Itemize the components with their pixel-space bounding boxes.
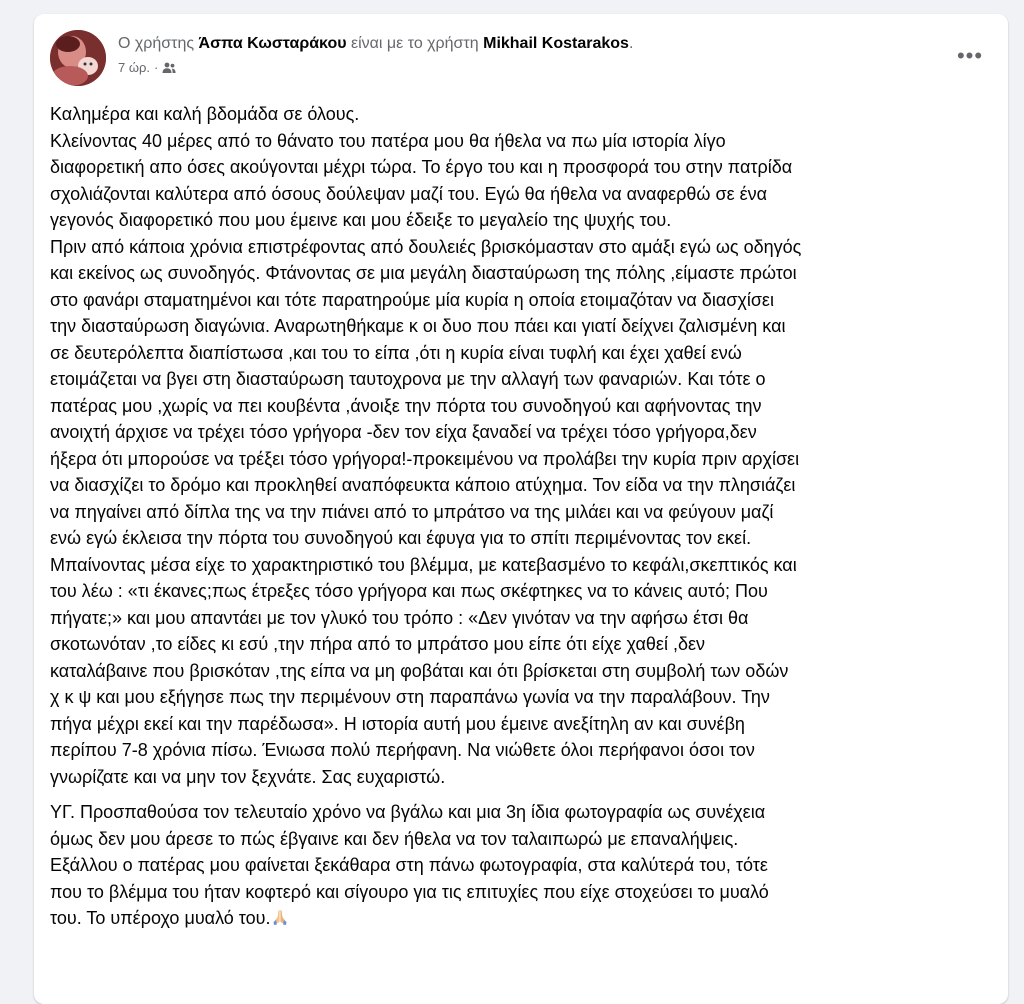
post-text-line: που το βλέμμα του ήταν κοφτερό και σίγουρο για τις επιτυχίες που είχε στοχεύσει το μυαλό: [50, 881, 769, 902]
post-text-line: πατέρας μου ,χωρίς να πει κουβέντα ,άνοιξε την πόρτα του συνοδηγού και αφήνοντας την: [50, 395, 762, 416]
post-text-line: σχολιάζονται καλύτερα από όσους δούλεψαν μαζί του. Εγώ θα ήθελα να αναφερθώ σε ένα: [50, 183, 768, 204]
post-text-line: να πηγαίνει από δίπλα της να την πιάνει από το μπράτσο να της μιλάει και να φεύγουν μαζί: [50, 501, 774, 522]
post-text-line: γεγονός διαφορετικό που μου έμεινε και μου έδειξε το μεγαλείο της ψυχής του.: [50, 210, 672, 230]
post-text-line: καταλάβαινε που βρισκόταν ,της είπα να μη φοβάται και ότι βρίσκεται στη συμβολή των οδών: [50, 660, 789, 681]
avatar[interactable]: [50, 30, 106, 86]
post-text-line: να διασχίζει το δρόμο και προκληθεί αναπόφευκτα κάποιο ατύχημα. Τον είδα να την πλησιάζει: [50, 475, 796, 495]
post-text-line: ετοιμάζεται να βγει στη διασταύρωση ταυτοχρονα με την αλλαγή των φαναριών. Και τότε ο: [50, 369, 766, 389]
post-sub-line: [118, 60, 633, 76]
post-text-line: όμως δεν μου άρεσε το πώς έβγαινε και δεν ήθελα να τον ταλαιπωρώ με επαναλήψεις.: [50, 828, 739, 849]
post-card: [34, 14, 1008, 1004]
folded-hands-icon: [271, 907, 289, 925]
post-text-line: πήγα μέχρι εκεί και την παρέδωσα». Η ιστορία αυτή μου έμεινε ανεξίτηλη αν και συνέβη: [50, 713, 745, 734]
post-text-line: του λέω : «τι έκανες;πως έτρεξες τόσο γρήγορα και πως σκέφτηκες να το κάνεις αυτό; Που: [50, 581, 768, 601]
post-text-line: του. Το υπέροχο μυαλό του.: [50, 908, 271, 928]
author-name[interactable]: Άσπα Κωσταράκου: [198, 35, 347, 52]
post-header: [50, 30, 992, 90]
post-main-paragraph: [50, 101, 980, 790]
title-suffix: .: [628, 35, 634, 52]
tagged-user-name[interactable]: Mikhail Kostarakos: [483, 35, 629, 52]
post-text-line: Κλείνοντας 40 μέρες από το θάνατο του πατέρα μου θα ήθελα να πω μία ιστορία λίγο: [50, 130, 726, 151]
post-text-line: Καλημέρα και καλή βδομάδα σε όλους.: [50, 104, 360, 124]
post-text-line: χ κ ψ και μου εξήγησε πως την περιμένουν στη παραπάνω γωνία να την παραλάβουν. Την: [50, 687, 770, 707]
post-meta: [118, 34, 633, 76]
post-text-line-last: [50, 905, 980, 932]
post-text-line: διαφορετική απο όσες ακούγονται μέχρι τώρα. Το έργο του και η προσφορά του στην πατρίδα: [50, 157, 793, 177]
post-text-line: ενώ εγώ έκλεισα την πόρτα του συνοδηγού και έφυγα για το σπίτι περιμένοντας τον εκεί.: [50, 528, 752, 548]
more-icon: •••: [956, 43, 984, 68]
post-text-line: πήγατε;» και μου απαντάει με τον γλυκό του τρόπο : «Δεν γινόταν να την αφήσω έτσι θα: [50, 607, 749, 628]
separator-dot: ·: [154, 60, 159, 75]
title-prefix: Ο χρήστης: [118, 35, 195, 52]
post-text-line: Εξάλλου ο πατέρας μου φαίνεται ξεκάθαρα στη πάνω φωτογραφία, στα καλύτερά του, τότε: [50, 855, 768, 875]
post-text: [50, 101, 980, 932]
post-ps-paragraph: [50, 799, 980, 932]
avatar-photo: [50, 30, 106, 86]
more-options-button[interactable]: [952, 38, 988, 74]
post-text-line: περίπου 7-8 χρόνια πίσω. Ένιωσα πολύ περήφανη. Να νιώθετε όλοι περήφανοι όσοι τον: [50, 740, 755, 760]
post-text-line: την διασταύρωση διαγώνια. Αναρωτηθήκαμε κ οι δυο που πάει και γιατί δείχνει ζαλισμένη και: [50, 316, 786, 336]
post-text-line: ανοιχτή άρχισε να τρέχει τόσο γρήγορα -δεν τον είχα ξαναδεί να τρέχει τόσο γρήγορα,δεν: [50, 422, 757, 442]
paragraph-gap: [50, 790, 980, 799]
post-text-line: Πριν από κάποια χρόνια επιστρέφοντας από δουλειές βρισκόμασταν στο αμάξι εγώ ως οδηγός: [50, 236, 802, 257]
post-timestamp[interactable]: 7 ώρ.: [118, 60, 150, 75]
post-text-line: ήξερα ότι μπορούσε να τρέξει τόσο γρήγορα!-προκειμένου να προλάβει την κυρία πριν αρχίσει: [50, 448, 800, 469]
post-text-line: σε δευτερόλεπτα διαπίστωσα ,και του το είπα ,ότι η κυρία είναι τυφλή και έχει χαθεί ενώ: [50, 342, 742, 363]
title-middle: είναι με το χρήστη: [350, 35, 479, 52]
post-text-line: γνωρίζατε και να μην τον ξεχνάτε. Σας ευχαριστώ.: [50, 766, 446, 787]
post-text-line: Μπαίνοντας μέσα είχε το χαρακτηριστικό του βλέμμα, με κατεβασμένο το κεφάλι,σκεπτικός και: [50, 554, 797, 575]
post-title-line: [118, 34, 633, 54]
friends-icon[interactable]: [162, 62, 176, 74]
post-text-line: ΥΓ. Προσπαθούσα τον τελευταίο χρόνο να βγάλω και μια 3η ίδια φωτογραφία ως συνέχεια: [50, 802, 766, 822]
post-text-line: και εκείνος ως συνοδηγός. Φτάνοντας σε μια μεγάλη διασταύρωση της πόλης ,είμαστε πρώτοι: [50, 263, 797, 283]
post-text-line: σκοτωνόταν ,το είδες κι εσύ ,την πήρα από το μπράτσο μου είπε ότι είχε χαθεί ,δεν: [50, 634, 705, 654]
post-text-line: στο φανάρι σταματημένοι και τότε παρατηρούμε μία κυρία η οποία ετοιμαζόταν να διασχίσει: [50, 289, 774, 310]
